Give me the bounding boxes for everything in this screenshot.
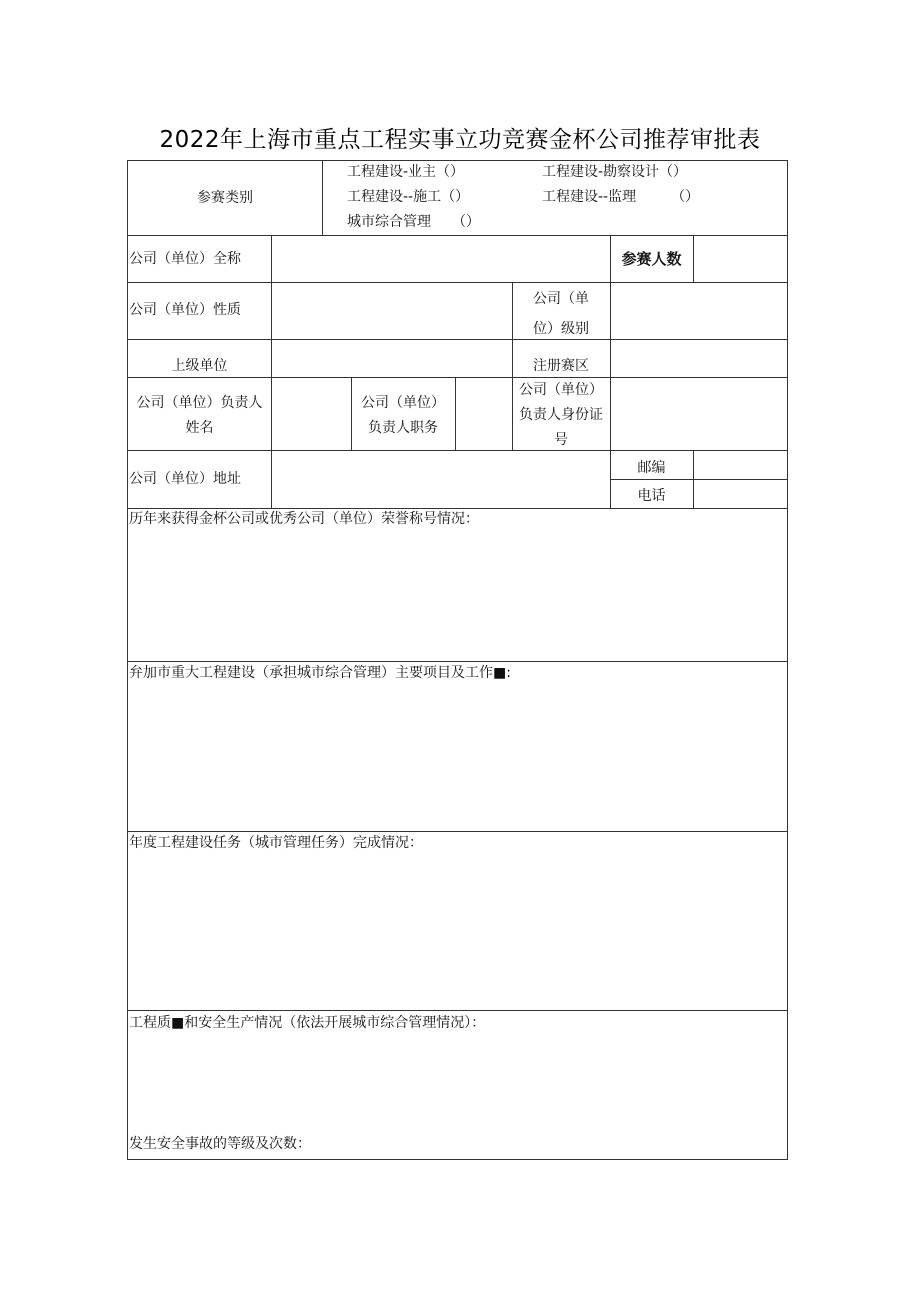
- approval-form-table: [127, 160, 788, 1160]
- leader-position-field[interactable]: [456, 378, 512, 450]
- form-title: 2022年上海市重点工程实事立功竞赛金杯公司推荐审批表: [159, 127, 761, 153]
- leader-id-label-line2: 负责人身份证: [519, 407, 603, 423]
- participants-label: 参赛人数: [621, 250, 682, 268]
- leader-name-field[interactable]: [272, 378, 351, 450]
- phone-label: 电话: [637, 488, 666, 504]
- leader-name-label-line2: 姓名: [185, 420, 214, 436]
- leader-position-label-line2: 负责人职务: [368, 420, 438, 436]
- category-option-city-management[interactable]: 城市综合管理 （）: [347, 214, 480, 230]
- leader-id-field[interactable]: [611, 378, 787, 450]
- company-nature-label: 公司（单位）性质: [129, 302, 241, 318]
- category-option-supervision[interactable]: 工程建设--监理 （）: [542, 189, 700, 205]
- phone-field[interactable]: [694, 480, 787, 508]
- superior-unit-field[interactable]: [272, 340, 512, 377]
- superior-unit-label: 上级单位: [171, 358, 228, 374]
- company-level-field[interactable]: [611, 283, 787, 339]
- participants-field[interactable]: [694, 236, 787, 282]
- address-label: 公司（单位）地址: [129, 471, 241, 487]
- company-level-label-line2: 位）级别: [533, 321, 589, 337]
- accidents-label: 发生安全事故的等级及次数：: [129, 1136, 311, 1152]
- annual-section-label: 年度工程建设任务（城市管理任务）完成情况：: [129, 835, 423, 851]
- row-divider: [128, 1010, 787, 1011]
- honors-section-label: 历年来获得金杯公司或优秀公司（单位）荣誉称号情况：: [129, 511, 479, 527]
- projects-section-field[interactable]: [128, 685, 787, 831]
- district-field[interactable]: [611, 340, 787, 377]
- category-option-construction[interactable]: 工程建设--施工（）: [347, 189, 470, 205]
- annual-section-field[interactable]: [128, 855, 787, 1010]
- postcode-label: 邮编: [637, 460, 666, 476]
- leader-id-label-line3: 号: [554, 432, 568, 448]
- quality-section-label: 工程质■和安全生产情况（依法开展城市综合管理情况）：: [129, 1015, 486, 1031]
- postcode-field[interactable]: [694, 451, 787, 479]
- honors-section-field[interactable]: [128, 531, 787, 661]
- company-nature-field[interactable]: [272, 283, 512, 339]
- category-label: 参赛类别: [197, 190, 253, 206]
- category-option-owner[interactable]: 工程建设-业主（）: [347, 164, 465, 180]
- company-name-label: 公司（单位）全称: [129, 251, 241, 267]
- leader-position-label-line1: 公司（单位）: [361, 395, 445, 411]
- district-label: 注册赛区: [533, 358, 589, 374]
- category-option-survey-design[interactable]: 工程建设-勘察设计（）: [542, 164, 688, 180]
- leader-id-label-line1: 公司（单位）: [519, 382, 603, 398]
- leader-name-label-line1: 公司（单位）负责人: [136, 395, 263, 411]
- company-level-label-line1: 公司（单: [533, 291, 589, 307]
- col-divider: [322, 161, 323, 235]
- address-field[interactable]: [272, 451, 610, 508]
- company-name-field[interactable]: [272, 236, 610, 282]
- projects-section-label: 弁加市重大工程建设（承担城市综合管理）主要项目及工作■:: [129, 665, 511, 681]
- quality-section-field[interactable]: [128, 1035, 787, 1130]
